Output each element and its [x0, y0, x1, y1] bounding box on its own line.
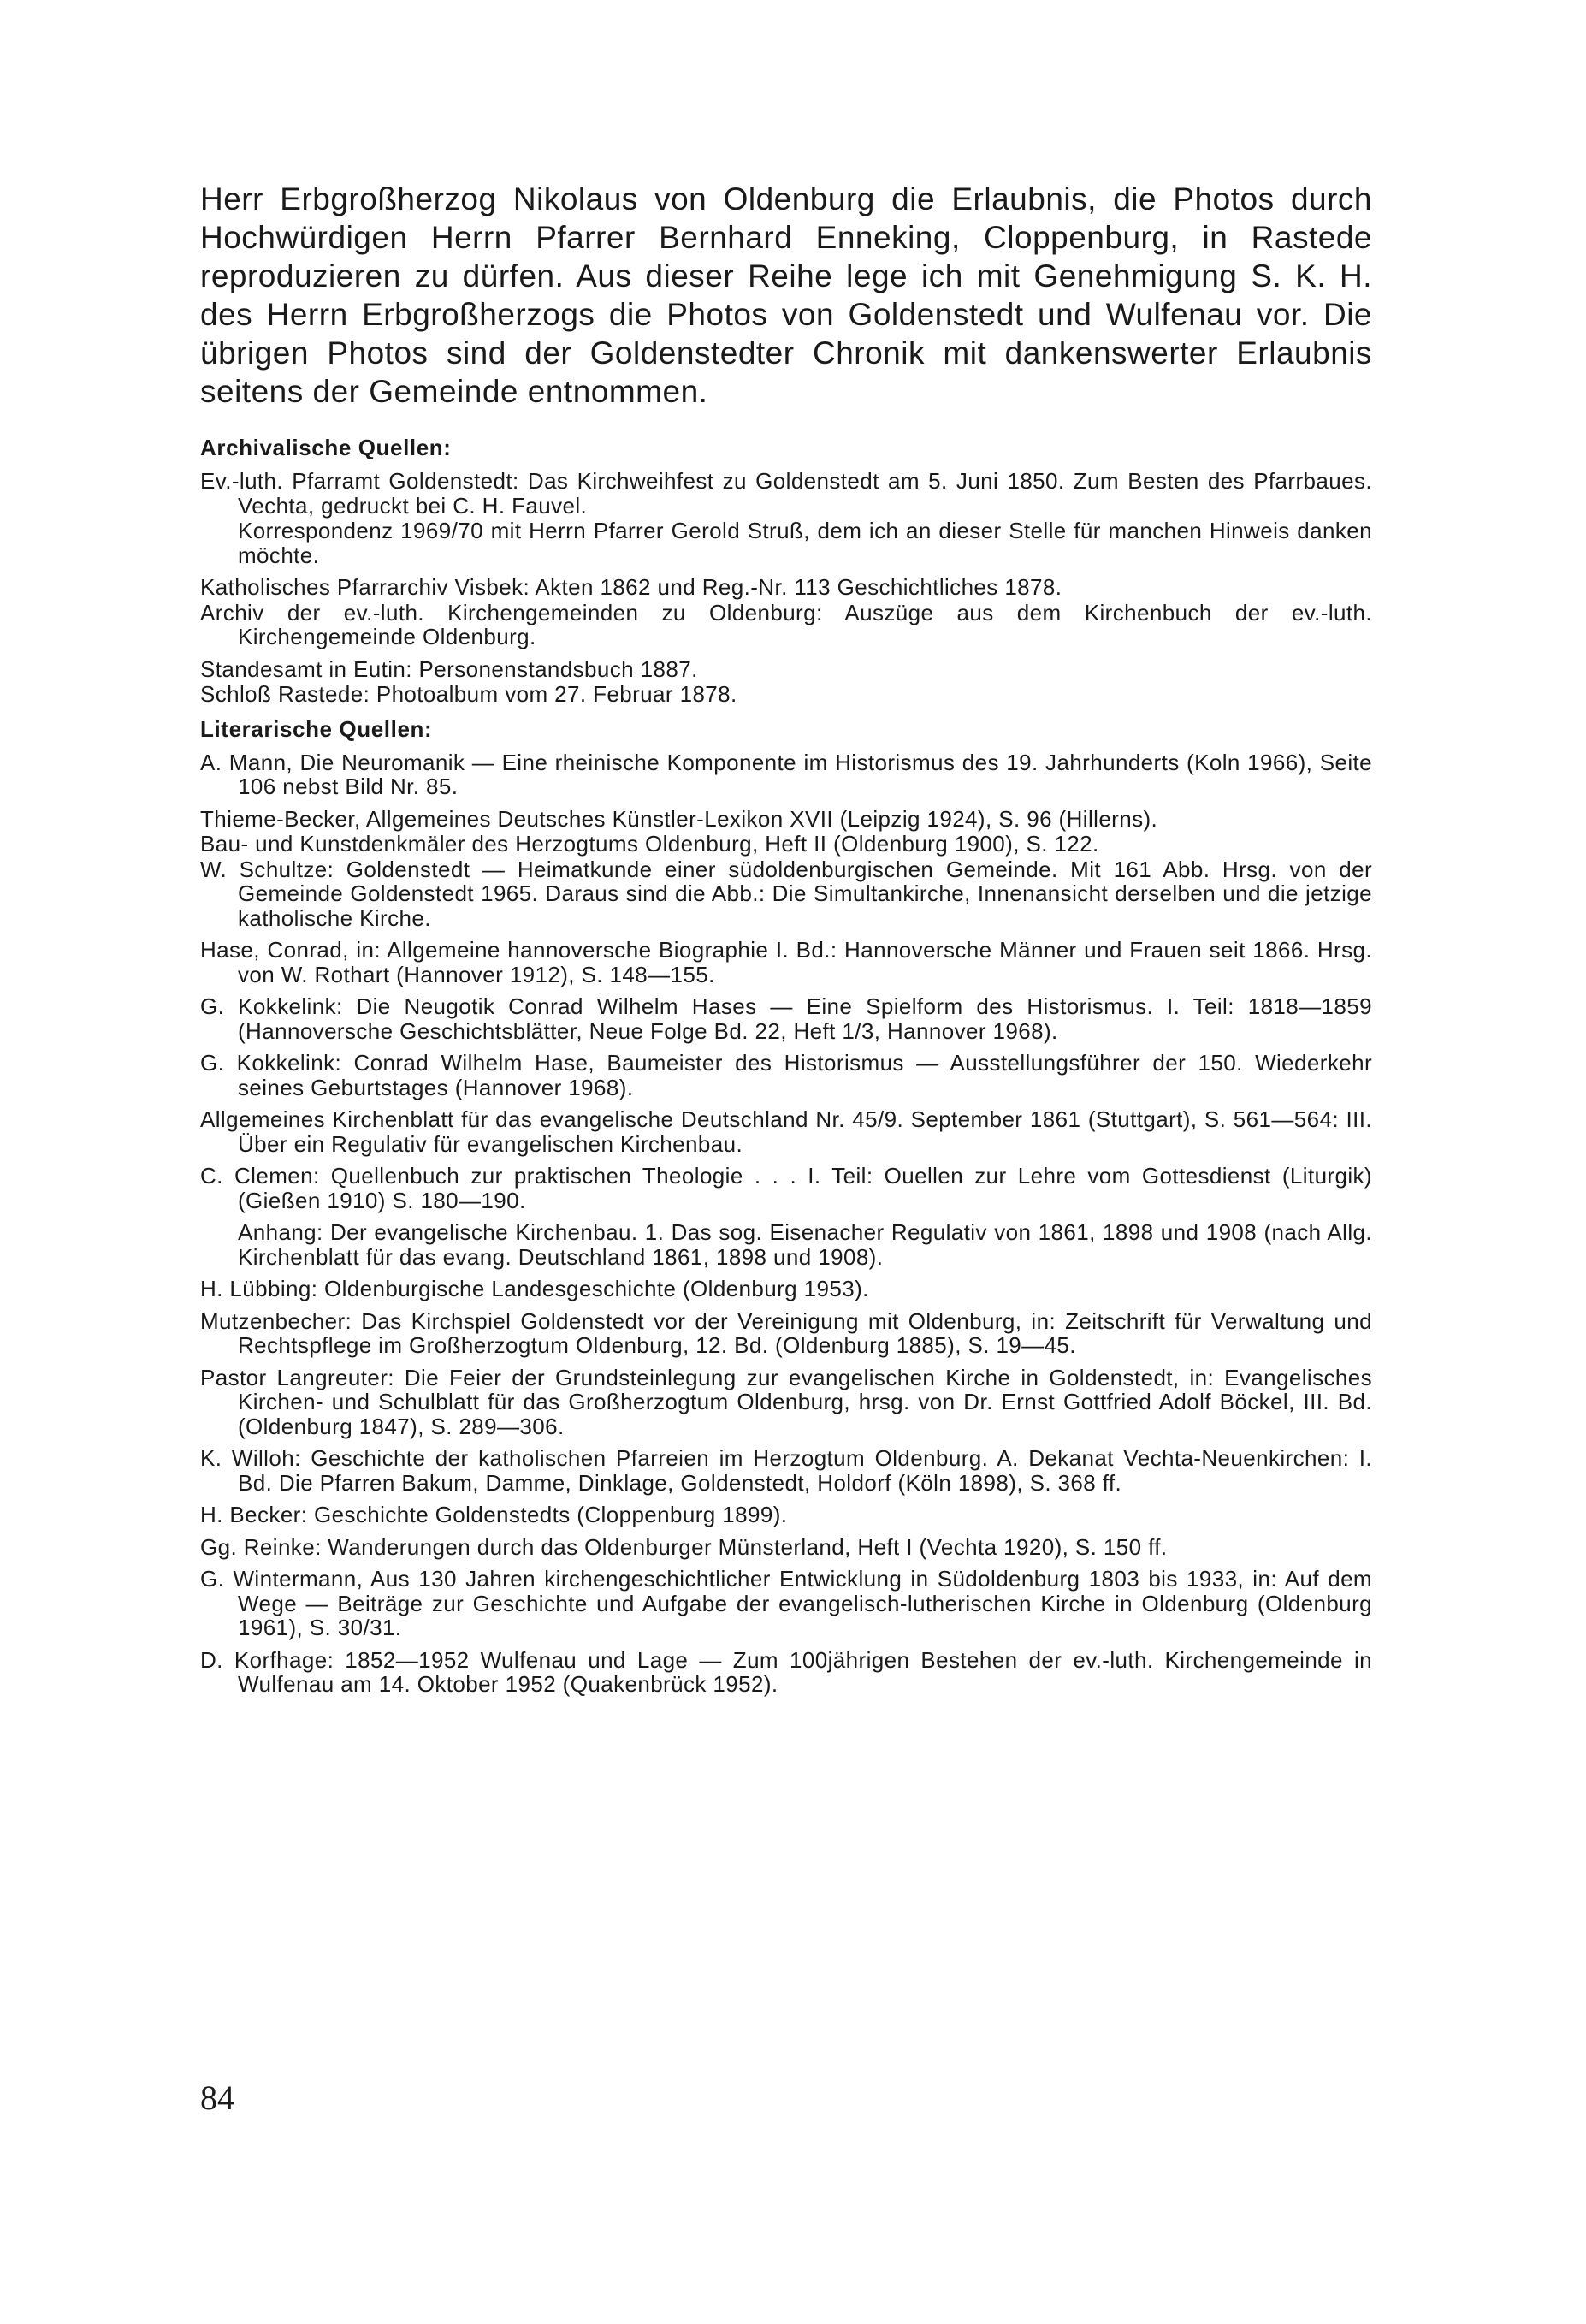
document-page: [200, 180, 1372, 1704]
literary-sources-heading: Literarische Quellen:: [200, 715, 433, 742]
literary-entry: D. Korfhage: 1852—1952 Wulfenau und Lage — Zum 100jährigen Bestehen der ev.-luth. Kirchengemeinde in Wulfenau am 14. Oktober 1952 (Quakenbrück 1952).: [200, 1646, 1372, 1697]
literary-entry: Pastor Langreuter: Die Feier der Grundsteinlegung zur evangelischen Kirche in Goldenstedt, in: Evangelisches Kirchen- und Schulblatt für das Großherzogtum Oldenburg, hrsg. von Dr. Ernst Gottfried Adolf Böckel, III. Bd. (Oldenburg 1847), S. 289—306.: [200, 1364, 1372, 1439]
literary-entry: Allgemeines Kirchenblatt für das evangelische Deutschland Nr. 45/9. September 1861 (Stuttgart), S. 561—564: III. Über ein Regulativ für evangelischen Kirchenbau.: [200, 1106, 1372, 1157]
literary-entry: A. Mann, Die Neuromanik — Eine rheinische Komponente im Historismus des 19. Jahrhunderts (Koln 1966), Seite 106 nebst Bild Nr. 85.: [200, 749, 1372, 799]
literary-entry: Bau- und Kunstdenkmäler des Herzogtums Oldenburg, Heft II (Oldenburg 1900), S. 122.: [200, 831, 1099, 857]
literary-entry: H. Becker: Geschichte Goldenstedts (Cloppenburg 1899).: [200, 1502, 788, 1527]
archival-entry: Schloß Rastede: Photoalbum vom 27. Februar 1878.: [200, 681, 737, 707]
archival-entry: Korrespondenz 1969/70 mit Herrn Pfarrer Gerold Struß, dem ich an dieser Stelle für manchen Hinweis danken möchte.: [238, 518, 1372, 568]
literary-entry: C. Clemen: Quellenbuch zur praktischen Theologie . . . I. Teil: Ouellen zur Lehre vom Gottesdienst (Liturgik) (Gießen 1910) S. 180—190.: [200, 1163, 1372, 1213]
literary-entry: H. Lübbing: Oldenburgische Landesgeschichte (Oldenburg 1953).: [200, 1276, 869, 1301]
page-number: 84: [200, 2078, 234, 2117]
literary-entry: G. Wintermann, Aus 130 Jahren kirchengeschichtlicher Entwicklung in Südoldenburg 1803 bis 1933, in: Auf dem Wege — Beiträge zur Geschichte und Aufgabe der evangelisch-lutherischen Kirche in Oldenburg (Oldenburg 1961), S. 30/31.: [200, 1566, 1372, 1640]
literary-entry: Thieme-Becker, Allgemeines Deutsches Künstler-Lexikon XVII (Leipzig 1924), S. 96 (Hillerns).: [200, 805, 1158, 832]
archival-entry: Archiv der ev.-luth. Kirchengemeinden zu Oldenburg: Auszüge aus dem Kirchenbuch der ev.-luth. Kirchengemeinde Oldenburg.: [200, 599, 1372, 649]
literary-entry: G. Kokkelink: Conrad Wilhelm Hase, Baumeister des Historismus — Ausstellungsführer der 150. Wiederkehr seines Geburtstages (Hannover 1968).: [200, 1050, 1372, 1100]
literary-entry: G. Kokkelink: Die Neugotik Conrad Wilhelm Hases — Eine Spielform des Historismus. I. Teil: 1818—1859 (Hannoversche Geschichtsblätter, Neue Folge Bd. 22, Heft 1/3, Hannover 1968).: [200, 993, 1372, 1044]
literary-entry: Anhang: Der evangelische Kirchenbau. 1. Das sog. Eisenacher Regulativ von 1861, 1898 und 1908 (nach Allg. Kirchenblatt für das evang. Deutschland 1861, 1898 und 1908).: [238, 1219, 1372, 1270]
literary-sources-list: [200, 750, 1372, 1697]
literary-entry: Mutzenbecher: Das Kirchspiel Goldenstedt vor der Vereinigung mit Oldenburg, in: Zeitschrift für Verwaltung und Rechtspflege im Großherzogtum Oldenburg, 12. Bd. (Oldenburg 1885), S. 19—45.: [200, 1307, 1372, 1358]
archival-sources-heading: Archivalische Quellen:: [200, 435, 452, 460]
literary-entry: Gg. Reinke: Wanderungen durch das Oldenburger Münsterland, Heft I (Vechta 1920), S. 150 ff.: [200, 1533, 1168, 1560]
archival-entry: Ev.-luth. Pfarramt Goldenstedt: Das Kirchweihfest zu Goldenstedt am 5. Juni 1850. Zum Besten des Pfarrbaues. Vechta, gedruckt bei C. H. Fauvel.: [200, 468, 1372, 519]
archival-sources-list: [200, 469, 1372, 707]
literary-entry: Hase, Conrad, in: Allgemeine hannoversche Biographie I. Bd.: Hannoversche Männer und Frauen seit 1866. Hrsg. von W. Rothart (Hannover 1912), S. 148—155.: [200, 937, 1372, 987]
literary-entry: W. Schultze: Goldenstedt — Heimatkunde einer südoldenburgischen Gemeinde. Mit 161 Abb. Hrsg. von der Gemeinde Goldenstedt 1965. Daraus sind die Abb.: Die Simultankirche, Innenansicht derselben und die jetzige katholische Kirche.: [200, 856, 1372, 931]
archival-entry: Standesamt in Eutin: Personenstandsbuch 1887.: [200, 655, 698, 682]
intro-paragraph: Herr Erbgroßherzog Nikolaus von Oldenburg die Erlaubnis, die Photos durch Hochwürdigen Herrn Pfarrer Bernhard Enneking, Cloppenburg, in Rastede reproduzieren zu dürfen. Aus dieser Reihe lege ich mit Genehmigung S. K. H. des Herrn Erbgroßherzogs die Photos von Goldenstedt und Wulfenau vor. Die übrigen Photos sind der Goldenstedter Chronik mit dankenswerter Erlaubnis seitens der Gemeinde entnommen.: [200, 181, 1372, 409]
literary-entry: K. Willoh: Geschichte der katholischen Pfarreien im Herzogtum Oldenburg. A. Dekanat Vechta-Neuenkirchen: I. Bd. Die Pfarren Bakum, Damme, Dinklage, Goldenstedt, Holdorf (Köln 1898), S. 368 ff.: [200, 1445, 1372, 1496]
archival-entry: Katholisches Pfarrarchiv Visbek: Akten 1862 und Reg.-Nr. 113 Geschichtliches 1878.: [200, 574, 1062, 600]
